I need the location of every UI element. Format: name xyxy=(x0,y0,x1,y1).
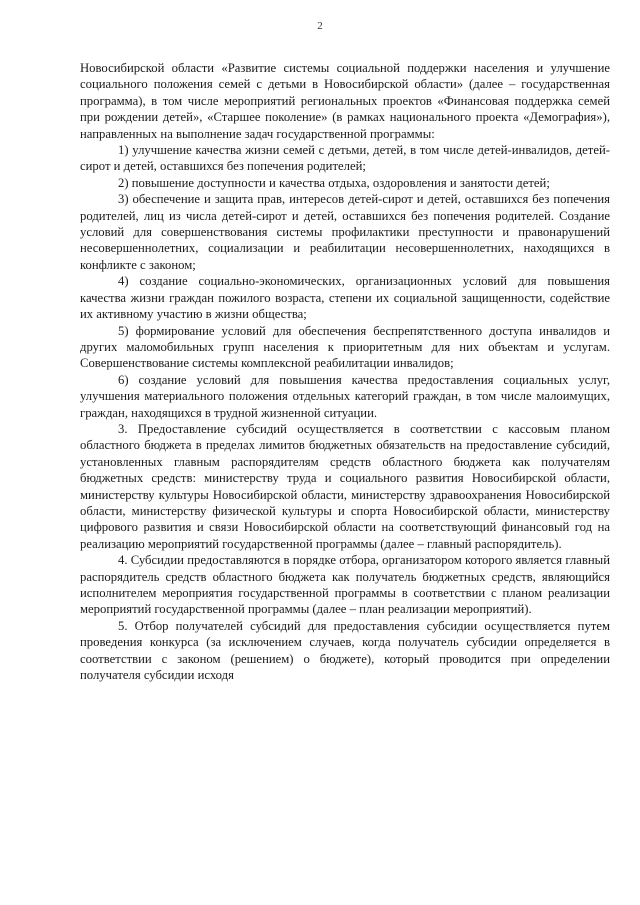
paragraph-clause-4: 4. Субсидии предоставляются в порядке отбора, организатором которого является главный распорядитель средств областного бюджета как получатель бюджетных средств, являющийся исполнителем мероприятия государственной программы в соответствии с планом реализации мероприятий государственной программы (далее – план реализации мероприятий). xyxy=(80,553,610,617)
paragraph-item-1: 1) улучшение качества жизни семей с детьми, детей, в том числе детей-инвалидов, детей-сирот и детей, оставшихся без попечения родителей; xyxy=(80,143,610,174)
paragraph-item-2: 2) повышение доступности и качества отдыха, оздоровления и занятости детей; xyxy=(118,175,550,190)
paragraph-intro: Новосибирской области «Развитие системы социальной поддержки населения и улучшение социального положения семей с детьми в Новосибирской области» (далее – государственная программа), в том числе мероприятий региональных проектов «Финансовая поддержка семей при рождении детей», «Старшее поколение» (в рамках национального проекта «Демография»), направленных на выполнение задач государственной программы: xyxy=(80,61,610,141)
paragraph-item-5: 5) формирование условий для обеспечения беспрепятственного доступа инвалидов и других маломобильных групп населения к приоритетным для них объектам и услугам. Совершенствование системы комплексной реабилитации инвалидов; xyxy=(80,323,610,371)
paragraph-item-3: 3) обеспечение и защита прав, интересов детей-сирот и детей, оставшихся без попечения родителей, лиц из числа детей-сирот и детей, оставшихся без попечения родителей. Создание условий для совершенствования системы профилактики преступности и правонарушений несовершеннолетних, социализации и реабилитации несовершеннолетних, находящихся в конфликте с законом; xyxy=(80,192,610,272)
document-body xyxy=(80,60,610,683)
paragraph-clause-5: 5. Отбор получателей субсидий для предоставления субсидии осуществляется путем проведения конкурса (за исключением случаев, когда получатель субсидии определяется в соответствии с законом (решением) о бюджете), который проводится при определении получателя субсидии исходя xyxy=(80,618,610,683)
page-number: 2 xyxy=(317,20,323,32)
paragraph-item-6: 6) создание условий для повышения качества предоставления социальных услуг, улучшения материального положения отдельных категорий граждан, в том числе малоимущих, граждан, находящихся в трудной жизненной ситуации. xyxy=(80,372,610,420)
paragraph-clause-3: 3. Предоставление субсидий осуществляется в соответствии с кассовым планом областного бюджета в пределах лимитов бюджетных обязательств на предоставление субсидий, установленных главным распорядителям средств областного бюджета как получателям бюджетных средств: министерству труда и социального развития Новосибирской области, министерству культуры Новосибирской области, министерству здравоохранения Новосибирской области, министерству физической культуры и спорта Новосибирской области, министерству цифрового развития и связи Новосибирской области на соответствующий финансовый год на реализацию мероприятий государственной программы (далее – главный распорядитель). xyxy=(80,421,610,551)
paragraph-item-4: 4) создание социально-экономических, организационных условий для повышения качества жизни граждан пожилого возраста, степени их социальной защищенности, содействие их активному участию в жизни общества; xyxy=(80,274,610,322)
